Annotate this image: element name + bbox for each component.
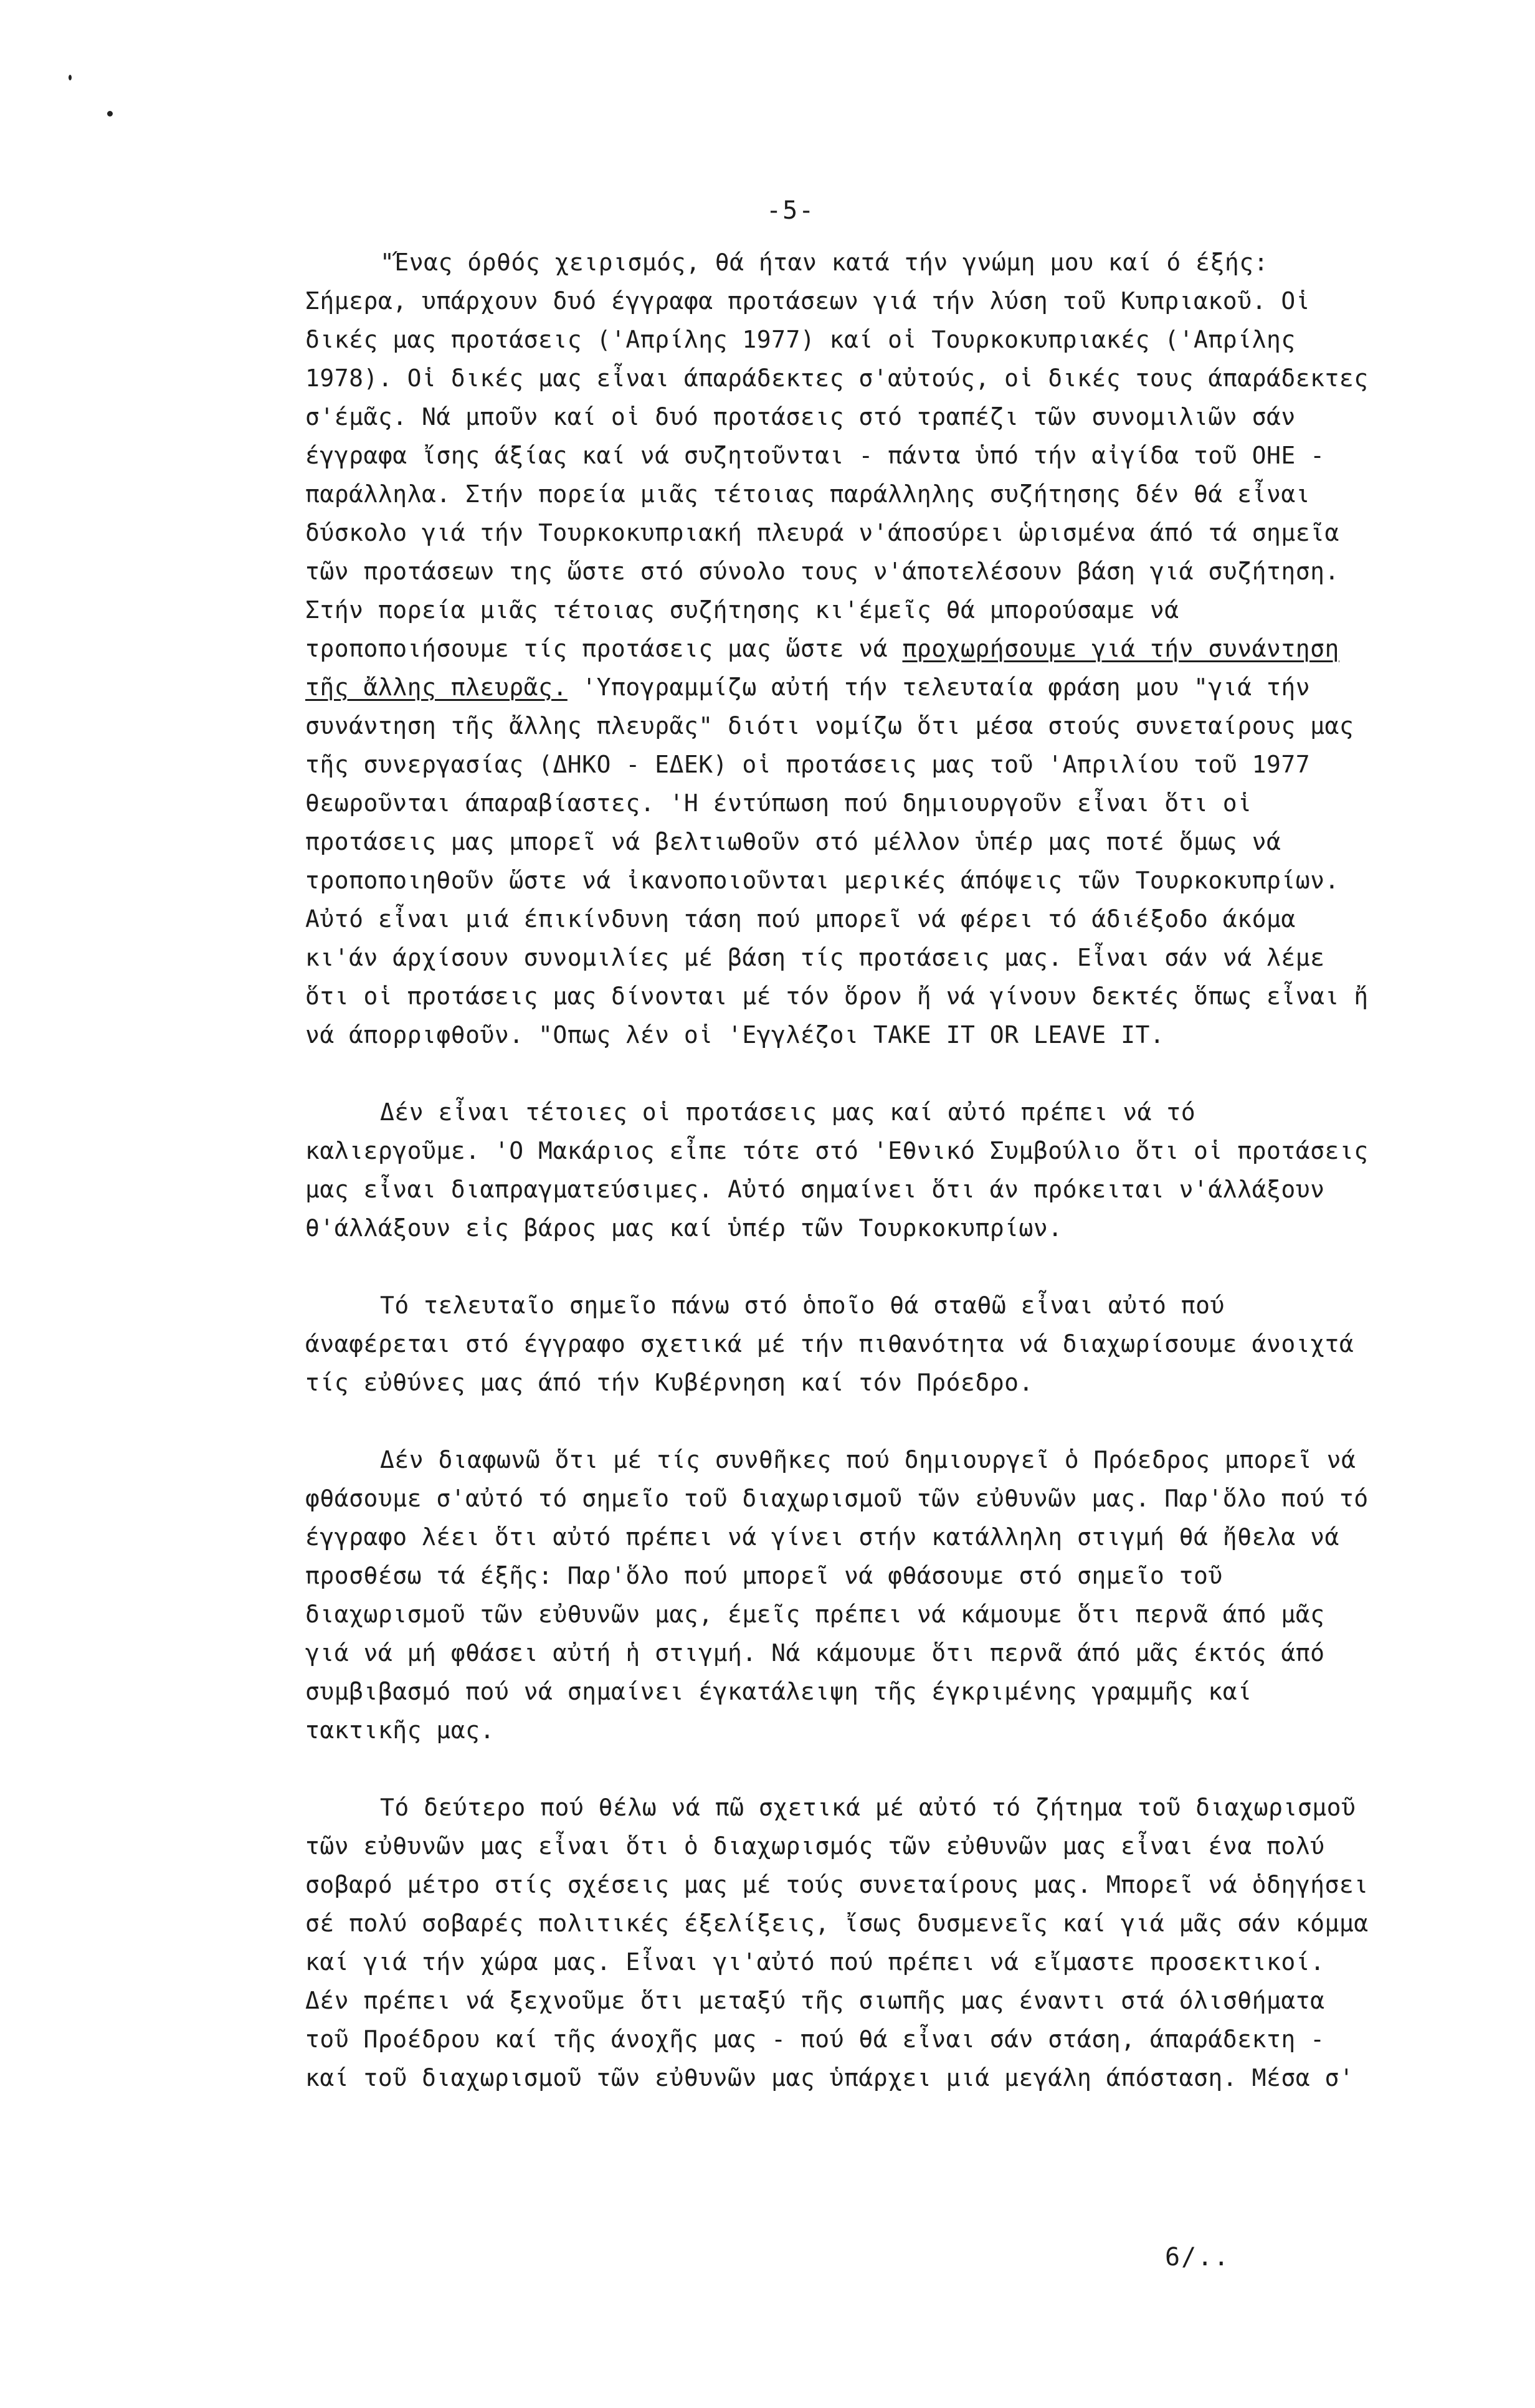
text-segment: Δέν διαφωνῶ ὅτι μέ τίς συνθῆκες πού δημιουργεῖ ὁ Πρόεδρος μπορεῖ νά φθάσουμε σ'αὐτό τό σημεῖο τοῦ διαχωρισμοῦ τῶν εὐθυνῶν μας. Παρ'ὅλο πού τό έγγραφο λέει ὅτι αὐτό πρέπει νά γίνει στήν κατάλληλη στιγμή θά ἤθελα νά προσθέσω τά έξῆς: Παρ'ὅλο πού μπορεῖ νά φθάσουμε στό σημεῖο τοῦ διαχωρισμοῦ τῶν εὐθυνῶν μας, έμεῖς πρέπει νά κάμουμε ὅτι περνᾶ άπό μᾶς γιά νά μή φθάσει αὐτή ἡ στιγμή. Νά κάμουμε ὅτι περνᾶ άπό μᾶς έκτός άπό συμβιβασμό πού νά σημαίνει έγκατάλειψη τῆς έγκριμένης γραμμῆς καί τακτικῆς μας. [305,1446,1369,1744]
paragraph-4 [305,1440,1377,1749]
scan-speck [69,75,72,80]
text-segment: Τό δεύτερο πού θέλω νά πῶ σχετικά μέ αὐτό τό ζήτημα τοῦ διαχωρισμοῦ τῶν εὐθυνῶν μας εἶναι ὅτι ὁ διαχωρισμός τῶν εὐθυνῶν μας εἶναι ένα πολύ σοβαρό μέτρο στίς σχέσεις μας μέ τούς συνεταίρους μας. Μπορεῖ νά ὁδηγήσει σέ πολύ σοβαρές πολιτικές έξελίξεις, ἴσως δυσμενεῖς καί γιά μᾶς σάν κόμμα καί γιά τήν χώρα μας. Εἶναι γι'αὐτό πού πρέπει νά εἴμαστε προσεκτικοί. Δέν πρέπει νά ξεχνοῦμε ὅτι μεταξύ τῆς σιωπῆς μας έναντι στά όλισθήματα τοῦ Προέδρου καί τῆς άνοχῆς μας - πού θά εἶναι σάν στάση, άπαράδεκτη - καί τοῦ διαχωρισμοῦ τῶν εὐθυνῶν μας ὑπάρχει μιά μεγάλη άπόσταση. Μέσα σ' [305,1794,1369,2092]
underlined-phrase: προχωρήσουμε γιά τήν συνάντηση τῆς ἄλλης πλευρᾶς. [305,635,1339,701]
text-segment: "Ένας όρθός χειρισμός, θά ήταν κατά τήν γνώμη μου καί ό έξής: Σήμερα, υπάρχουν δυό έγγραφα προτάσεων γιά τήν λύση τοῦ Κυπριακοῦ. Οἱ δικές μας προτάσεις ('Απρίλης 1977) καί οἱ Τουρκοκυπριακές ('Απρίλης 1978). Οἱ δικές μας εἶναι άπαράδεκτες σ'αὐτούς, οἱ δικές τους άπαράδεκτες σ'έμᾶς. Νά μποῦν καί οἱ δυό προτάσεις στό τραπέζι τῶν συνομιλιῶν σάν έγγραφα ἴσης άξίας καί νά συζητοῦνται - πάντα ὑπό τήν αἰγίδα τοῦ ΟΗΕ - παράλληλα. Στήν πορεία μιᾶς τέτοιας παράλληλης συζήτησης δέν θά εἶναι δύσκολο γιά τήν Τουρκοκυπριακή πλευρά ν'άποσύρει ὡρισμένα άπό τά σημεῖα τῶν προτάσεων της ὥστε στό σύνολο τους ν'άποτελέσουν βάση γιά συζήτηση. Στήν πορεία μιᾶς τέτοιας συζήτησης κι'έμεῖς θά μπορούσαμε νά τροποποιήσουμε τίς προτάσεις μας ὥστε νά [305,249,1369,662]
text-segment: Τό τελευταῖο σημεῖο πάνω στό ὁποῖο θά σταθῶ εἶναι αὐτό πού άναφέρεται στό έγγραφο σχετικά μέ τήν πιθανότητα νά διαχωρίσουμε άνοιχτά τίς εὐθύνες μας άπό τήν Κυβέρνηση καί τόν Πρόεδρο. [305,1292,1354,1396]
paragraph-2 [305,1093,1377,1247]
continuation-marker: 6/.. [1165,2243,1230,2272]
text-segment: 'Υπογραμμίζω αὐτή τήν τελευταία φράση μου "γιά τήν συνάντηση τῆς ἄλλης πλευρᾶς" διότι νομίζω ὅτι μέσα στούς συνεταίρους μας τῆς συνεργασίας (ΔΗΚΟ - ΕΔΕΚ) οἱ προτάσεις μας τοῦ 'Απριλίου τοῦ 1977 θεωροῦνται άπαραβίαστες. 'Η έντύπωση πού δημιουργοῦν εἶναι ὅτι οἱ προτάσεις μας μπορεῖ νά βελτιωθοῦν στό μέλλον ὑπέρ μας ποτέ ὅμως νά τροποποιηθοῦν ὥστε νά ἰκανοποιοῦνται μερικές άπόψεις τῶν Τουρκοκυπρίων. Αὐτό εἶναι μιά έπικίνδυνη τάση πού μπορεῖ νά φέρει τό άδιέξοδο άκόμα κι'άν άρχίσουν συνομιλίες μέ βάση τίς προτάσεις μας. Εἶναι σάν νά λέμε ὅτι οἱ προτάσεις μας δίνονται μέ τόν ὅρον ἤ νά γίνουν δεκτές ὅπως εἶναι ἤ νά άπορριφθοῦν. "Οπως λέν οἱ 'Εγγλέζοι TAKE IT OR LEAVE IT. [305,673,1369,1049]
body-text [305,243,1377,2097]
scan-speck [107,111,113,117]
text-segment: Δέν εἶναι τέτοιες οἱ προτάσεις μας καί αὐτό πρέπει νά τό καλιεργοῦμε. 'Ο Μακάριος εἶπε τότε στό 'Εθνικό Συμβούλιο ὅτι οἱ προτάσεις μας εἶναι διαπραγματεύσιμες. Αὐτό σημαίνει ὅτι άν πρόκειται ν'άλλάξουν θ'άλλάξουν εἰς βάρος μας καί ὑπέρ τῶν Τουρκοκυπρίων. [305,1098,1369,1242]
paragraph-1 [305,243,1377,1054]
paragraph-5 [305,1788,1377,2097]
page-number: -5- [766,196,815,225]
paragraph-3 [305,1286,1377,1402]
